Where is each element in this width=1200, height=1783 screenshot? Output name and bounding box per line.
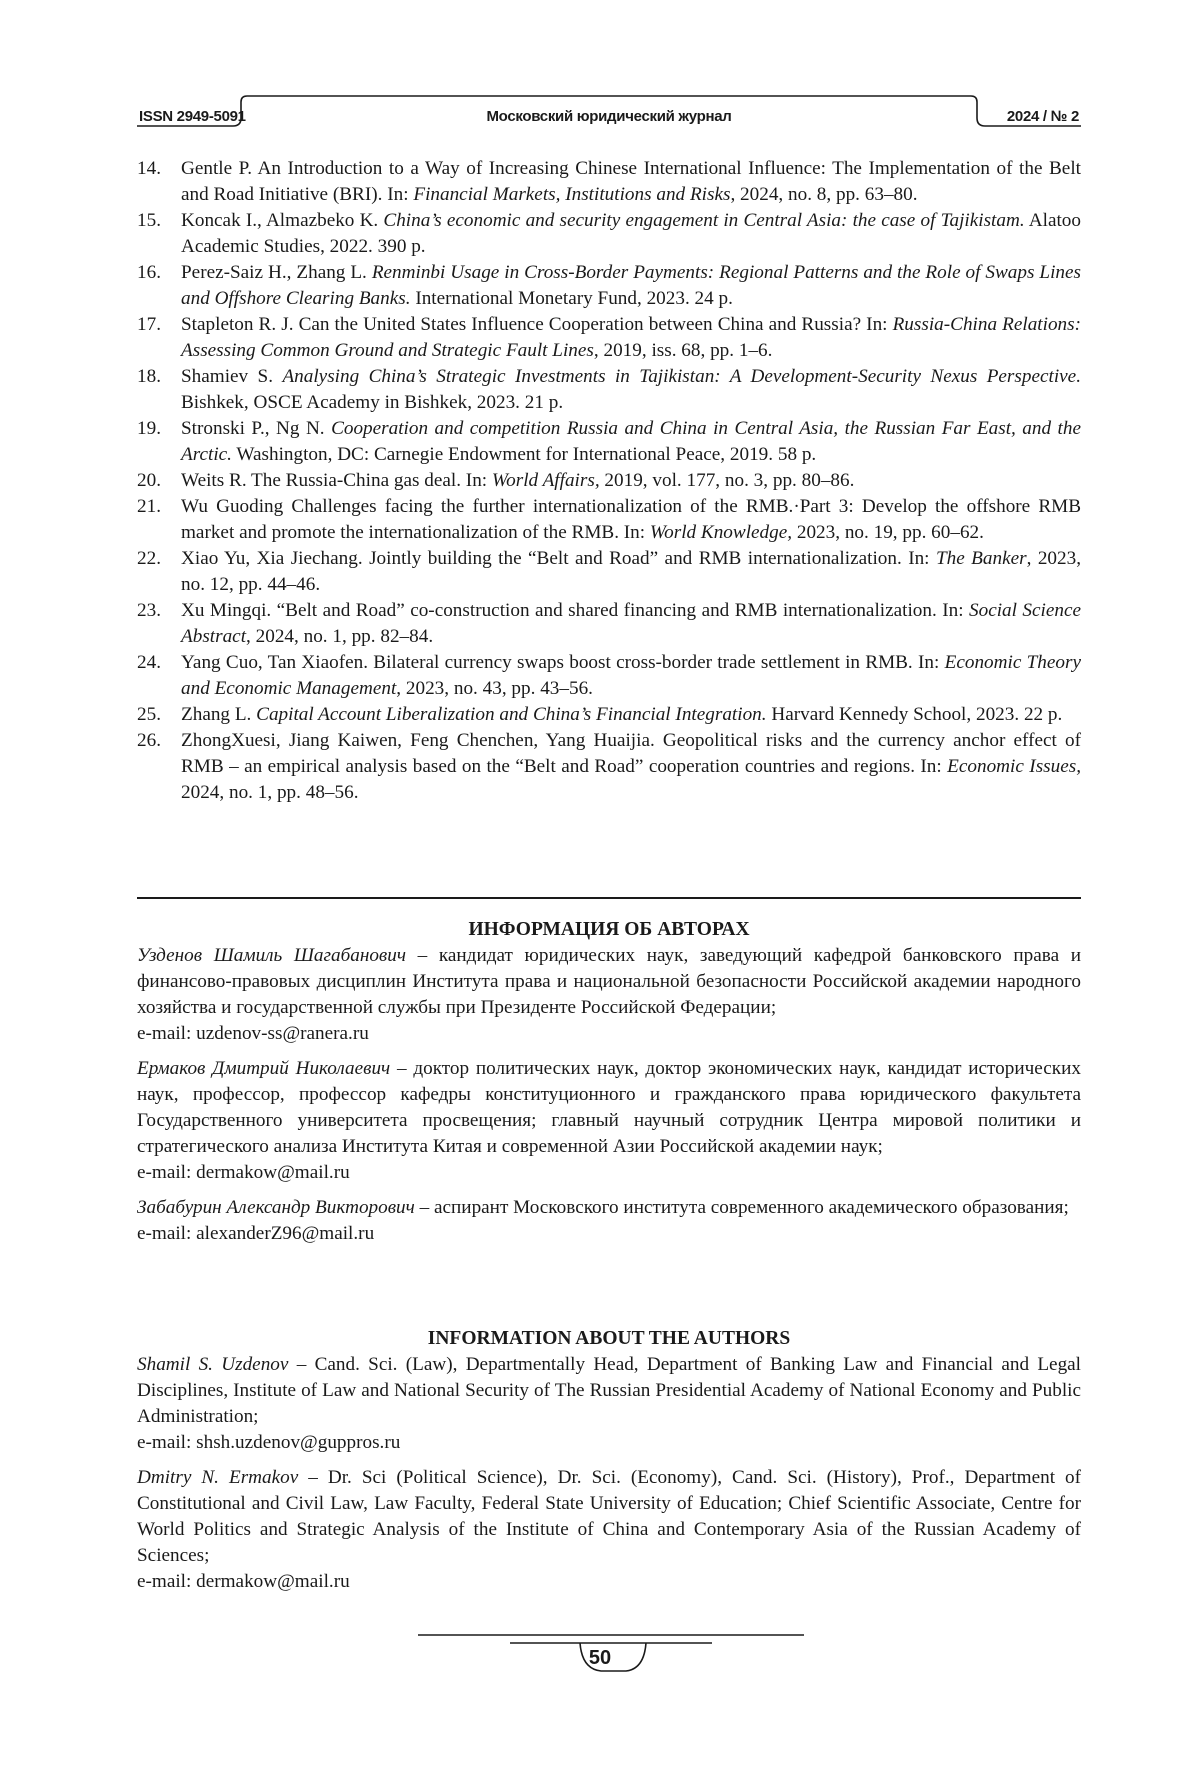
reference-text: 2019, vol. 177, no. 3, pp. 80–86. (599, 470, 855, 491)
issn: ISSN 2949-5091 (139, 108, 246, 125)
reference-text: Harvard Kennedy School, 2023. 22 p. (766, 704, 1063, 725)
reference-text: Zhang L. (181, 704, 257, 725)
author-description: – Cand. Sci. (Law), Departmentally Head, Department of Banking Law and Financial and Legal Disciplines, Institute of Law and National Security of The Russian Presidential Academy of National Economy and Public Administration; (137, 1354, 1082, 1427)
reference-number: 22. (137, 548, 161, 569)
reference-text: Bishkek, OSCE Academy in Bishkek, 2023. 21 p. (181, 392, 564, 413)
reference-text: Stronski P., Ng N. (181, 418, 332, 439)
reference-source-italic: Economic Theory and Economic Management (181, 652, 1081, 699)
author-email: e-mail: dermakow@mail.ru (137, 1571, 350, 1592)
reference-number: 25. (137, 704, 161, 725)
author-entry (137, 1352, 1081, 1456)
author-description: – аспирант Московского института современного академического образования; (414, 1197, 1069, 1218)
reference-text: ZhongXuesi, Jiang Kaiwen, Feng Chenchen, Yang Huaijia. Geopolitical risks and the currency anchor effect of RMB – an empirical analysis based on the “Belt and Road” cooperation countries and regions. In: (181, 730, 1081, 777)
reference-text: 2024, no. 1, pp. 48–56. (181, 782, 359, 803)
reference-text: , 2023, no. 12, pp. 44–46. (181, 548, 1082, 595)
author-name: Ермаков Дмитрий Николаевич (137, 1058, 391, 1079)
reference-number: 21. (137, 496, 161, 517)
reference-text: , 2024, no. 8, pp. 63–80. (730, 184, 918, 205)
reference-item (137, 208, 1081, 260)
author-name: Забабурин Александр Викторович (137, 1197, 415, 1218)
references-list (137, 156, 1081, 806)
reference-item (137, 468, 1081, 494)
authors-info-ru (137, 917, 1081, 1247)
reference-text: Perez-Saiz H., Zhang L. (181, 262, 372, 283)
reference-number: 24. (137, 652, 161, 673)
reference-item (137, 260, 1081, 312)
reference-text: Stapleton R. J. Can the United States Influence Cooperation between China and Russia? In: (181, 314, 893, 335)
journal-title: Московский юридический журнал (486, 108, 732, 125)
author-entry (137, 1195, 1081, 1247)
section-title-ru: ИНФОРМАЦИЯ ОБ АВТОРАХ (468, 919, 750, 940)
author-email: e-mail: dermakow@mail.ru (137, 1162, 350, 1183)
author-email: e-mail: shsh.uzdenov@guppros.ru (137, 1432, 401, 1453)
author-description: – кандидат юридических наук, заведующий кафедрой банковского права и финансово-правовых дисциплин Института права и национальной безопасности Российской академии народного хозяйства и государственной службы при Президенте Российской Федерации; (137, 945, 1081, 1018)
reference-item (137, 546, 1081, 598)
author-entry (137, 1465, 1081, 1595)
author-entry (137, 943, 1081, 1047)
reference-text: , 2024, no. 1, pp. 82–84. (246, 626, 434, 647)
reference-number: 20. (137, 470, 161, 491)
author-description: – доктор политических наук, доктор экономических наук, кандидат исторических наук, профессор, профессор кафедры конституционного и гражданского права юридического факультета Государственного университета просвещения; главный научный сотрудник Центра мировой политики и стратегического анализа Института Китая и современной Азии Российской академии наук; (137, 1058, 1081, 1157)
reference-source-italic: Cooperation and competition Russia and China in Central Asia, the Russian Far East, and the Arctic. (181, 418, 1081, 465)
reference-source-italic: Renminbi Usage in Cross-Border Payments: Regional Patterns and the Role of Swaps Lines and Offshore Clearing Banks. (181, 262, 1081, 309)
section-title-en: INFORMATION ABOUT THE AUTHORS (427, 1328, 791, 1349)
reference-text: Shamiev S. (181, 366, 283, 387)
authors-list-ru (137, 943, 1081, 1247)
reference-text: Washington, DC: Carnegie Endowment for International Peace, 2019. 58 p. (231, 444, 817, 465)
reference-text: Weits R. The Russia-China gas deal. In: (181, 470, 492, 491)
section-divider (137, 897, 1081, 899)
reference-text: Alatoo Academic Studies, 2022. 390 p. (181, 210, 1081, 257)
reference-item (137, 312, 1081, 364)
page-number: 50 (588, 1647, 612, 1669)
reference-source-italic: Economic Issues, (947, 756, 1082, 777)
reference-number: 14. (137, 158, 161, 179)
reference-number: 23. (137, 600, 161, 621)
reference-source-italic: The Banker (935, 548, 1027, 569)
reference-item (137, 416, 1081, 468)
reference-number: 18. (137, 366, 161, 387)
reference-item (137, 494, 1081, 546)
reference-number: 26. (137, 730, 161, 751)
authors-list-en (137, 1352, 1081, 1595)
reference-item (137, 728, 1081, 806)
author-email: e-mail: uzdenov-ss@ranera.ru (137, 1023, 369, 1044)
reference-number: 19. (137, 418, 161, 439)
page-footer (0, 1625, 1200, 1705)
reference-text: , 2023, no. 43, pp. 43–56. (396, 678, 593, 699)
reference-text: Wu Guoding Challenges facing the further internationalization of the RMB.·Part 3: Develop the offshore RMB market and promote the internationalization of the RMB. In: (181, 496, 1081, 543)
reference-item (137, 156, 1081, 208)
reference-source-italic: Russia-China Relations: Assessing Common Ground and Strategic Fault Lines (181, 314, 1081, 361)
reference-item (137, 702, 1081, 728)
reference-source-italic: Capital Account Liberalization and China’s Financial Integration. (256, 704, 767, 725)
reference-number: 15. (137, 210, 161, 231)
reference-source-italic: Social Science Abstract (181, 600, 1081, 647)
author-email: e-mail: alexanderZ96@mail.ru (137, 1223, 375, 1244)
reference-text: Xiao Yu, Xia Jiechang. Jointly building the “Belt and Road” and RMB internationalization. In: (181, 548, 936, 569)
reference-source-italic: China’s economic and security engagement in Central Asia: the case of Tajikistam. (383, 210, 1025, 231)
reference-text: Gentle P. An Introduction to a Way of Increasing Chinese International Influence: The Implementation of the Belt and Road Initiative (BRI). In: (181, 158, 1081, 205)
reference-text: 2023, no. 19, pp. 60–62. (792, 522, 984, 543)
reference-source-italic: Financial Markets, Institutions and Risks (413, 184, 731, 205)
reference-item (137, 598, 1081, 650)
reference-text: , 2019, iss. 68, pp. 1–6. (593, 340, 773, 361)
author-entry (137, 1056, 1081, 1186)
author-name: Shamil S. Uzdenov (137, 1354, 289, 1375)
reference-text: Yang Cuo, Tan Xiaofen. Bilateral currency swaps boost cross-border trade settlement in RMB. In: (181, 652, 945, 673)
author-name: Dmitry N. Ermakov (137, 1467, 299, 1488)
reference-text: Koncak I., Almazbeko K. (181, 210, 384, 231)
reference-text: International Monetary Fund, 2023. 24 p. (410, 288, 733, 309)
reference-source-italic: World Knowledge, (649, 522, 793, 543)
author-name: Узденов Шамиль Шагабанович (137, 945, 407, 966)
reference-text: Xu Mingqi. “Belt and Road” co-construction and shared financing and RMB internationalization. In: (181, 600, 969, 621)
author-description: – Dr. Sci (Political Science), Dr. Sci. (Economy), Cand. Sci. (History), Prof., Department of Constitutional and Civil Law, Law Faculty, Federal State University of Education; Chief Scientific Associate, Centre for World Politics and Strategic Analysis of the Institute of China and Contemporary Asia of the Russian Academy of Sciences; (137, 1467, 1082, 1566)
reference-source-italic: World Affairs, (491, 470, 600, 491)
authors-info-en (137, 1326, 1081, 1595)
page-header (137, 92, 1081, 142)
reference-item (137, 364, 1081, 416)
reference-number: 16. (137, 262, 161, 283)
reference-number: 17. (137, 314, 161, 335)
reference-item (137, 650, 1081, 702)
issue-number: 2024 / № 2 (1006, 108, 1079, 125)
reference-source-italic: Analysing China’s Strategic Investments in Tajikistan: A Development-Security Nexus Perspective. (282, 366, 1081, 387)
